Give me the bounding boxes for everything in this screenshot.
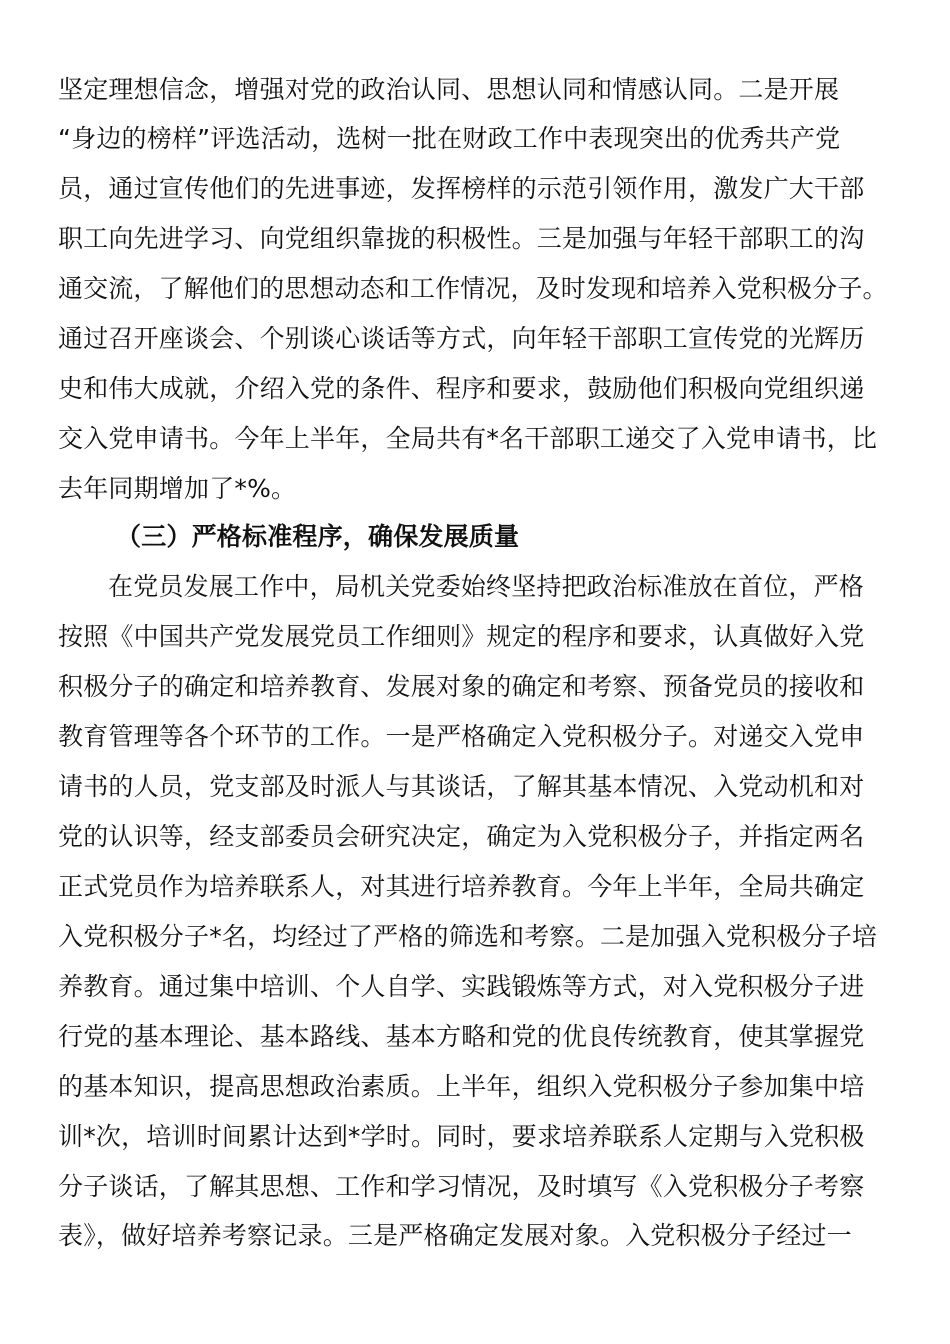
paragraph-line: 史和伟大成就，介绍入党的条件、程序和要求，鼓励他们积极向党组织递 [58, 374, 865, 403]
paragraph-line: 请书的人员，党支部及时派人与其谈话，了解其基本情况、入党动机和对 [58, 772, 865, 801]
paragraph-line: 员，通过宣传他们的先进事迹，发挥榜样的示范引领作用，激发广大干部 [58, 174, 865, 203]
paragraph-line: “身边的榜样”评选活动，选树一批在财政工作中表现突出的优秀共产党 [58, 124, 841, 153]
paragraph-line: 积极分子的确定和培养教育、发展对象的确定和考察、预备党员的接收和 [58, 672, 865, 701]
paragraph-line: 在党员发展工作中，局机关党委始终坚持把政治标准放在首位，严格 [108, 572, 865, 601]
paragraph-line: 党的认识等，经支部委员会研究决定，确定为入党积极分子，并指定两名 [58, 822, 865, 851]
paragraph-line: 训*次，培训时间累计达到*学时。同时，要求培养联系人定期与入党积极 [58, 1122, 865, 1151]
paragraph-line: 交入党申请书。今年上半年，全局共有*名干部职工递交了入党申请书，比 [58, 424, 878, 453]
paragraph-line: 养教育。通过集中培训、个人自学、实践锻炼等方式，对入党积极分子进 [58, 972, 865, 1001]
paragraph-line: 按照《中国共产党发展党员工作细则》规定的程序和要求，认真做好入党 [58, 622, 865, 651]
paragraph-line: 分子谈话，了解其思想、工作和学习情况，及时填写《入党积极分子考察 [58, 1172, 865, 1201]
paragraph-line: 通交流，了解他们的思想动态和工作情况，及时发现和培养入党积极分子。 [58, 274, 888, 303]
paragraph-line: 职工向先进学习、向党组织靠拢的积极性。三是加强与年轻干部职工的沟 [58, 224, 865, 253]
paragraph-line: 去年同期增加了*%。 [58, 474, 297, 503]
paragraph-line: 的基本知识，提高思想政治素质。上半年，组织入党积极分子参加集中培 [58, 1072, 865, 1101]
paragraph-line: 教育管理等各个环节的工作。一是严格确定入党积极分子。对递交入党申 [58, 722, 865, 751]
paragraph-line: 入党积极分子*名，均经过了严格的筛选和考察。二是加强入党积极分子培 [58, 922, 878, 951]
paragraph-line: 表》，做好培养考察记录。三是严格确定发展对象。入党积极分子经过一 [58, 1221, 852, 1250]
section-heading: （三）严格标准程序，确保发展质量 [116, 522, 520, 551]
paragraph-line: 通过召开座谈会、个别谈心谈话等方式，向年轻干部职工宣传党的光辉历 [58, 324, 865, 353]
paragraph-line: 坚定理想信念，增强对党的政治认同、思想认同和情感认同。二是开展 [58, 75, 840, 104]
paragraph-line: 正式党员作为培养联系人，对其进行培养教育。今年上半年，全局共确定 [58, 872, 865, 901]
paragraph-line: 行党的基本理论、基本路线、基本方略和党的优良传统教育，使其掌握党 [58, 1022, 865, 1051]
